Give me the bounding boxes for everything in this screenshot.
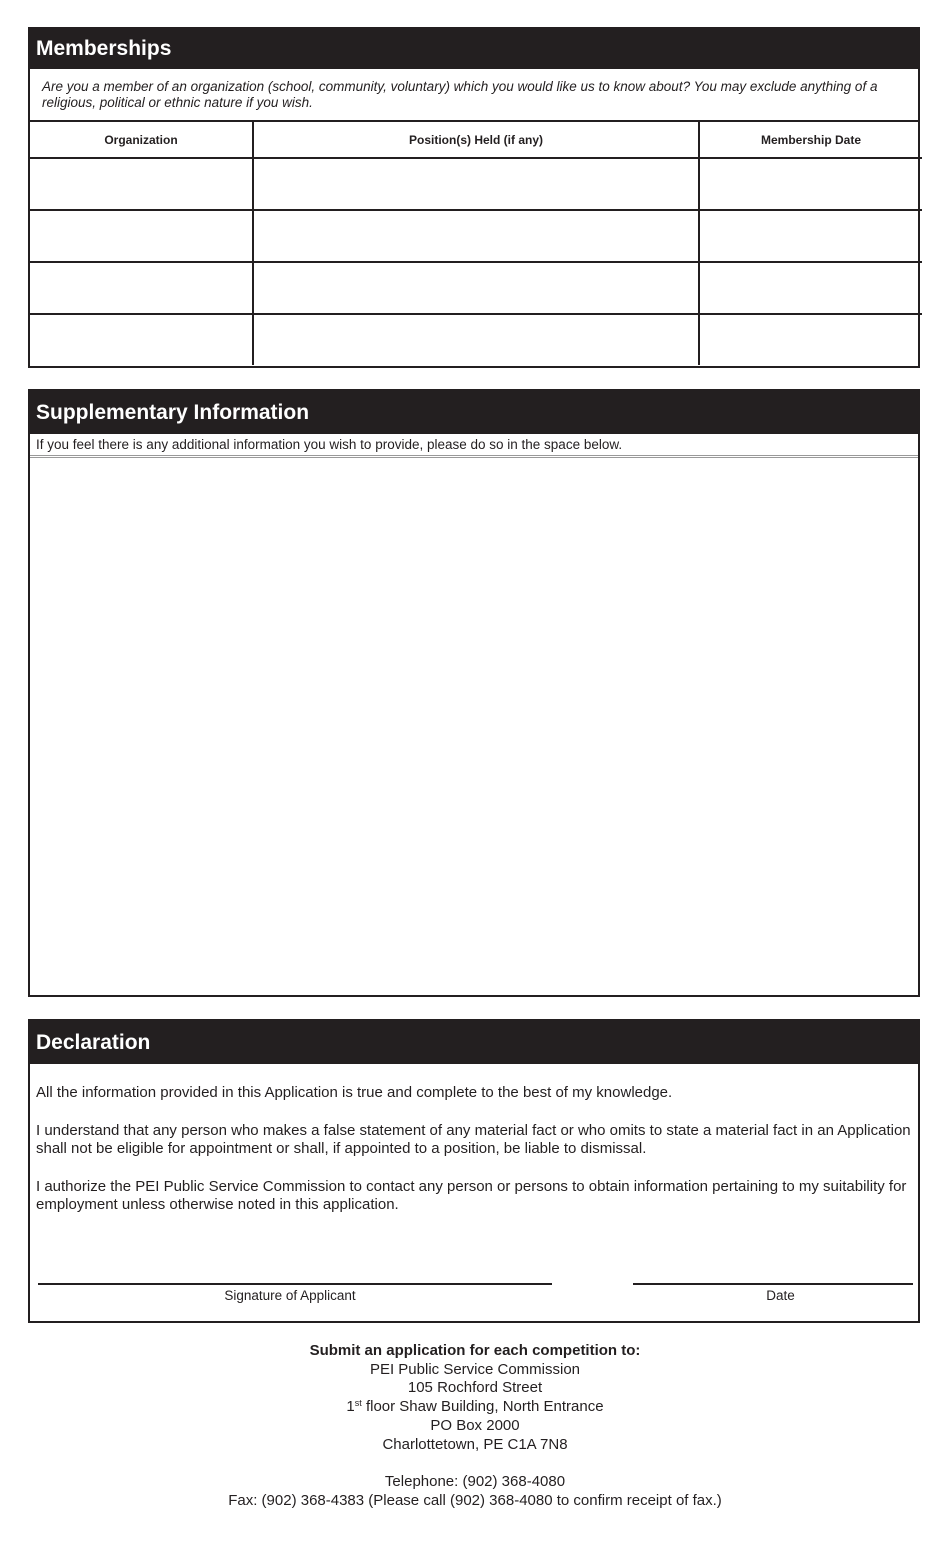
membership-date-field[interactable]: [699, 210, 922, 262]
fax: Fax: (902) 368-4383 (Please call (902) 368-4080 to confirm receipt of fax.): [228, 1491, 722, 1509]
po-box: PO Box 2000: [430, 1416, 520, 1434]
position-field[interactable]: [253, 314, 699, 365]
memberships-intro: Are you a member of an organization (school, community, voluntary) which you would like us to know about? You may exclude anything of a religious, political or ethnic nature if you wish.: [30, 69, 918, 122]
supplementary-intro: If you feel there is any additional information you wish to provide, please do so in the space below.: [30, 434, 918, 456]
supplementary-text-area[interactable]: [30, 457, 918, 995]
organization-field[interactable]: [30, 262, 253, 314]
floor-address: [0, 1398, 950, 1417]
declaration-paragraph: I authorize the PEI Public Service Commission to contact any person or persons to obtain information pertaining to my suitability for employment unless otherwise noted in this application.: [36, 1177, 907, 1213]
declaration-section: [28, 1019, 920, 1323]
street-address: 105 Rochford Street: [407, 1379, 543, 1397]
position-field[interactable]: [253, 210, 699, 262]
memberships-table: [30, 122, 922, 365]
floor-ordinal: st: [354, 1398, 362, 1409]
city-postal: Charlottetown, PE C1A 7N8: [382, 1435, 568, 1453]
organization-field[interactable]: [30, 158, 253, 210]
table-row: [30, 262, 922, 314]
supplementary-section: [28, 389, 920, 997]
submission-heading: Submit an application for each competition to:: [309, 1342, 641, 1359]
table-row: [30, 158, 922, 210]
organization-field[interactable]: [30, 314, 253, 365]
table-row: [30, 314, 922, 365]
declaration-paragraph: I understand that any person who makes a false statement of any material fact or who omits to state a material fact in an Application shall not be eligible for appointment or shall, if appointed to a position, be liable to dismissal.: [36, 1121, 911, 1157]
floor-description: floor Shaw Building, North Entrance: [361, 1398, 604, 1416]
position-field[interactable]: [253, 262, 699, 314]
submission-address: [0, 1342, 950, 1510]
telephone: Telephone: (902) 368-4080: [384, 1472, 566, 1490]
column-header-position: Position(s) Held (if any): [253, 122, 699, 158]
date-label: Date: [766, 1288, 795, 1303]
membership-date-field[interactable]: [699, 262, 922, 314]
floor-number: 1: [346, 1398, 355, 1416]
column-header-membership-date: Membership Date: [699, 122, 922, 158]
membership-date-field[interactable]: [699, 158, 922, 210]
signature-label: Signature of Applicant: [224, 1288, 356, 1303]
declaration-title: Declaration: [30, 1021, 918, 1064]
position-field[interactable]: [253, 158, 699, 210]
organization-field[interactable]: [30, 210, 253, 262]
column-header-organization: Organization: [30, 122, 253, 158]
membership-date-field[interactable]: [699, 314, 922, 365]
memberships-section: [28, 27, 920, 368]
supplementary-title: Supplementary Information: [30, 391, 918, 434]
signature-field[interactable]: [38, 1283, 552, 1285]
declaration-body: [30, 1064, 918, 1215]
memberships-title: Memberships: [30, 29, 918, 69]
declaration-paragraph: All the information provided in this Application is true and complete to the best of my knowledge.: [36, 1084, 673, 1101]
organization-name: PEI Public Service Commission: [369, 1360, 581, 1378]
date-field[interactable]: [633, 1283, 913, 1285]
table-row: [30, 210, 922, 262]
spacer: [0, 1454, 950, 1473]
